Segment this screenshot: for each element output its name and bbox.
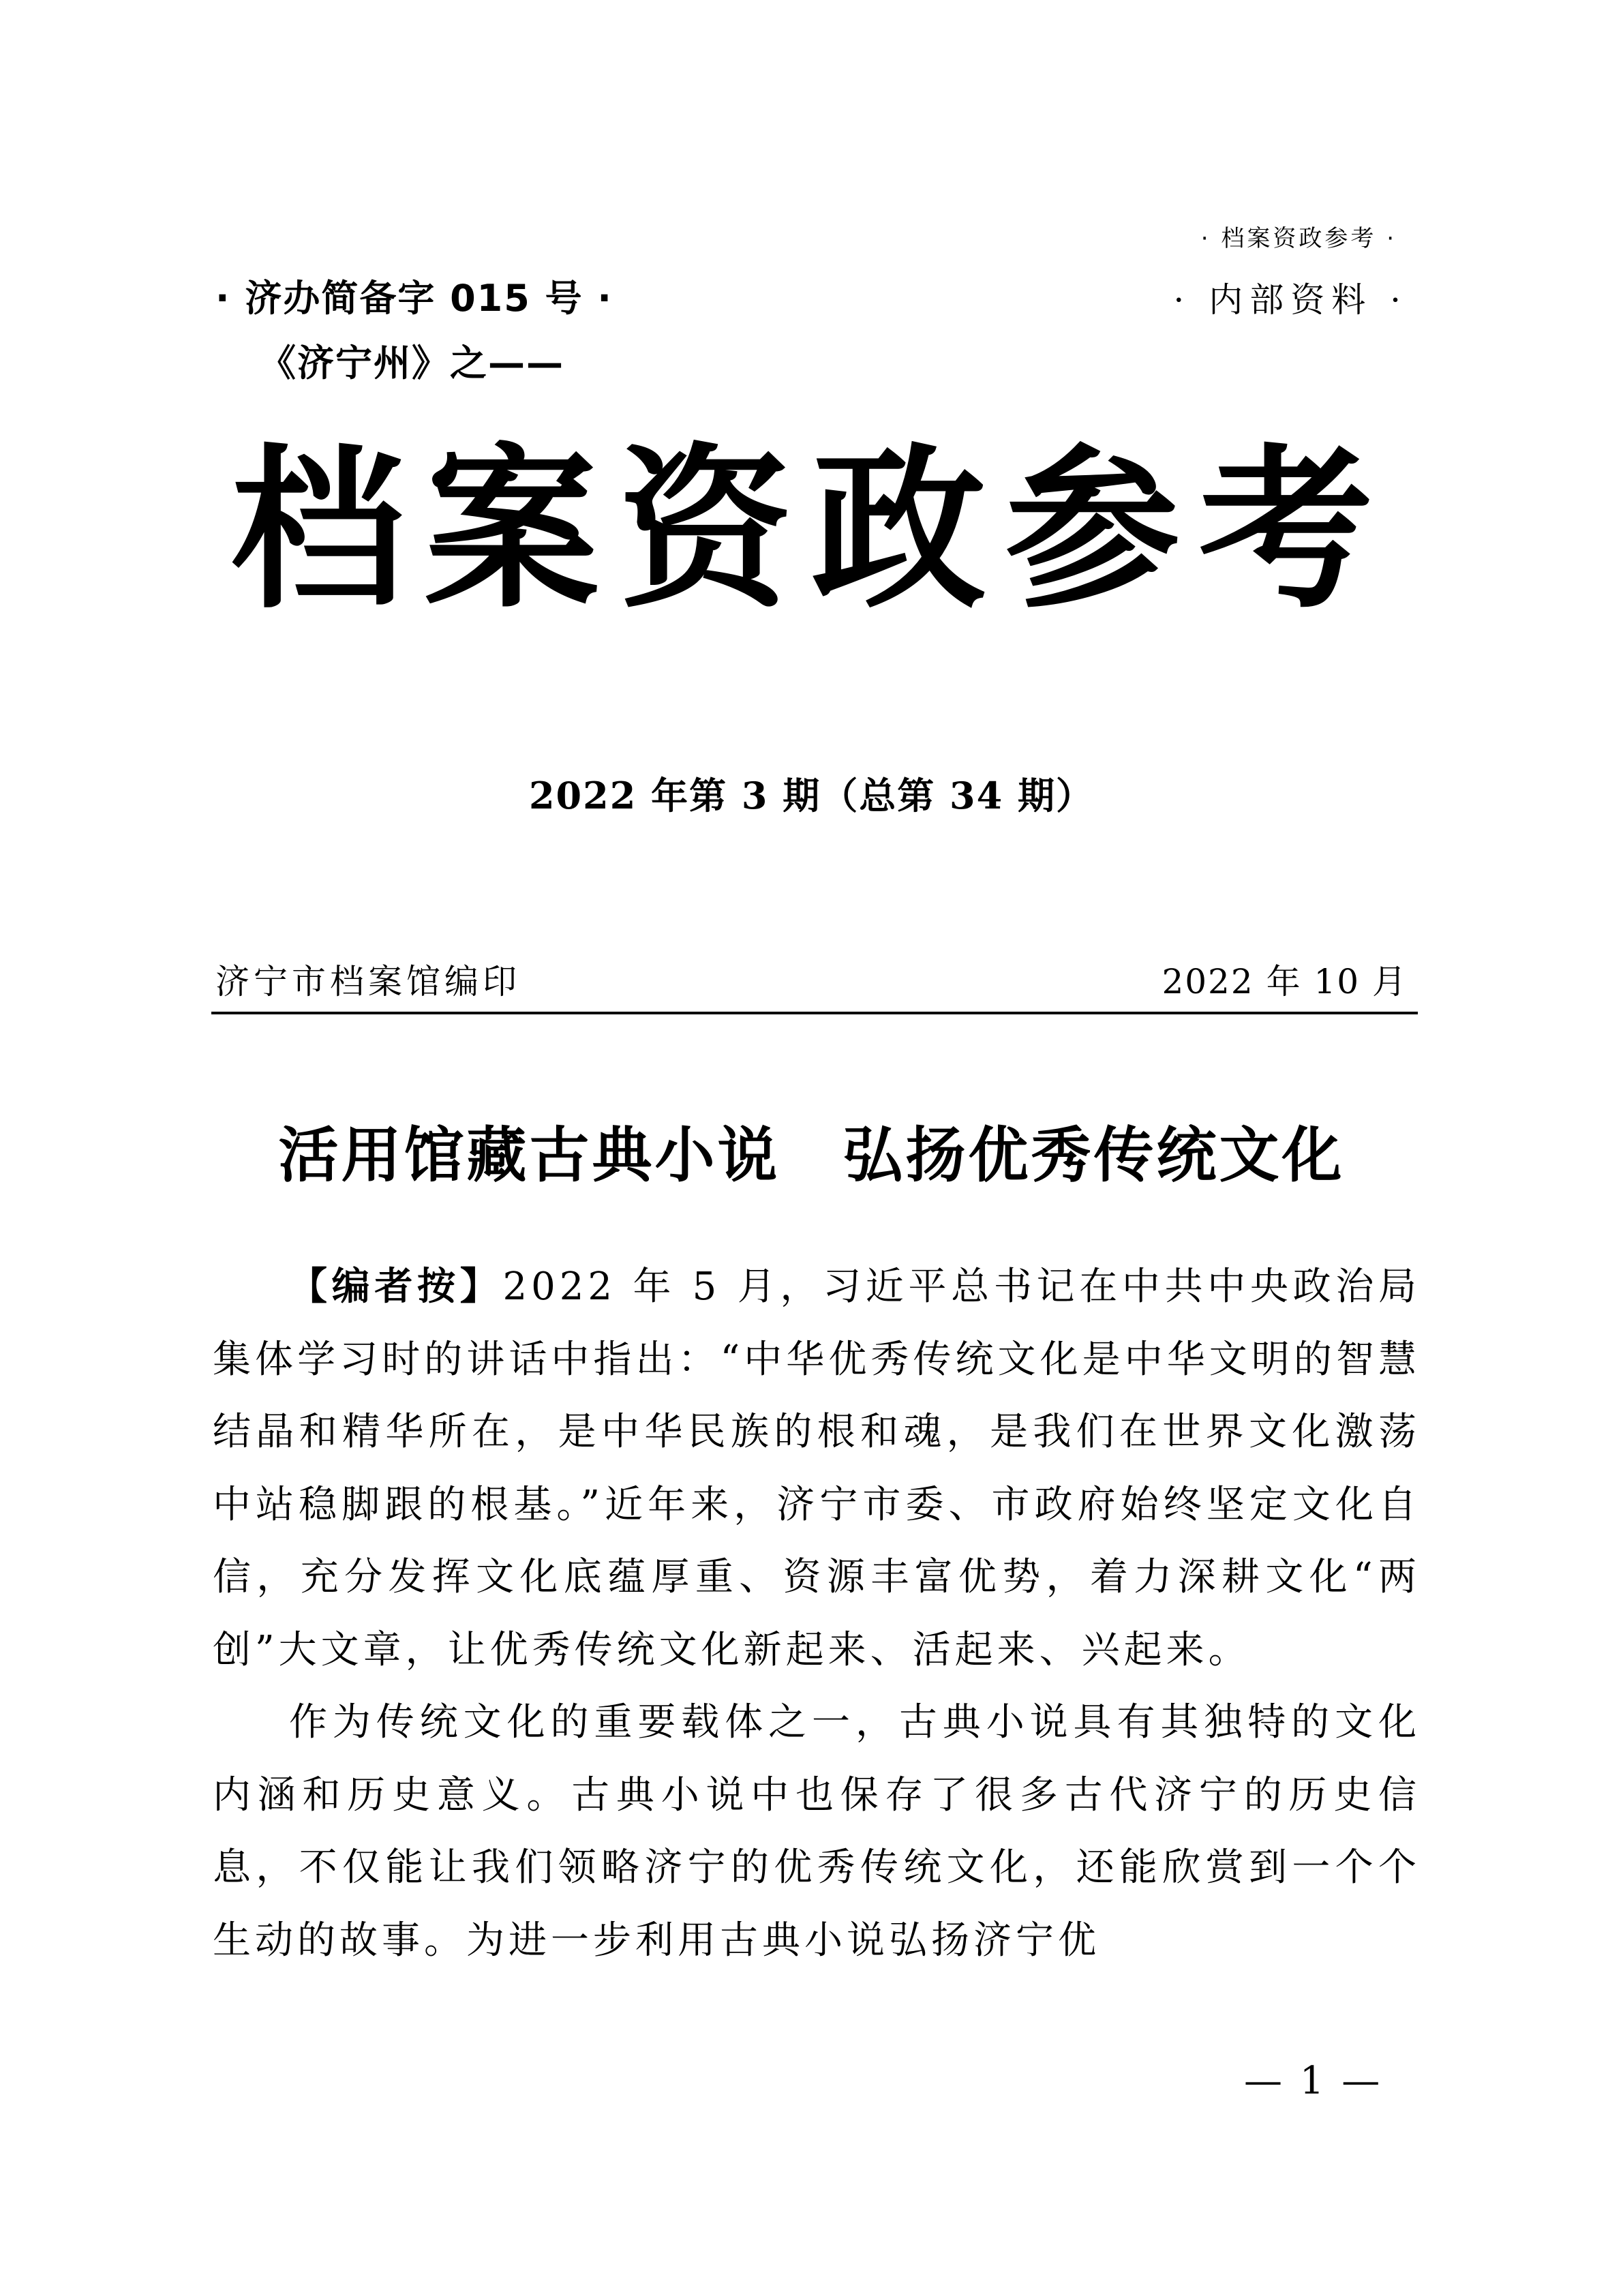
publication-date: 2022 年 10 月: [1162, 962, 1408, 1001]
issue-number: 2022 年第 3 期（总第 34 期）: [528, 774, 1094, 817]
registration-code: · 济办简备字 015 号 ·: [215, 277, 613, 320]
internal-material-label: · 内部资料 ·: [1173, 280, 1408, 320]
series-label: 《济宁州》之——: [259, 342, 564, 384]
article-body: [213, 1251, 1421, 1977]
paragraph-text: 2022 年 5 月，习近平总书记在中共中央政治局集体学习时的讲话中指出：“中华优秀传统文化是中华文明的智慧结晶和精华所在，是中华民族的根和魂，是我们在世界文化激荡中站稳脚跟的根基。”近年来，济宁市委、市政府始终坚定文化自信，充分发挥文化底蕴厚重、资源丰富优势，着力深耕文化“两创”大文章，让优秀传统文化新起来、活起来、兴起来。: [213, 1265, 1421, 1672]
header-rule: [211, 1012, 1418, 1014]
page-number: — 1 —: [1244, 2059, 1383, 2103]
top-right-series-tag: · 档案资政参考 ·: [1200, 225, 1397, 252]
masthead-title: 档案资政参考: [230, 429, 1393, 632]
publisher: 济宁市档案馆编印: [215, 962, 521, 1001]
editor-note-paragraph: [213, 1251, 1421, 1687]
article-title: 活用馆藏古典小说 弘扬优秀传统文化: [278, 1119, 1345, 1190]
editor-note-label: 【编者按】: [289, 1265, 503, 1309]
paragraph-text: 作为传统文化的重要载体之一，古典小说具有其独特的文化内涵和历史意义。古典小说中也保存了很多古代济宁的历史信息，不仅能让我们领略济宁的优秀传统文化，还能欣赏到一个个生动的故事。为进一步利用古典小说弘扬济宁优: [213, 1700, 1421, 1963]
